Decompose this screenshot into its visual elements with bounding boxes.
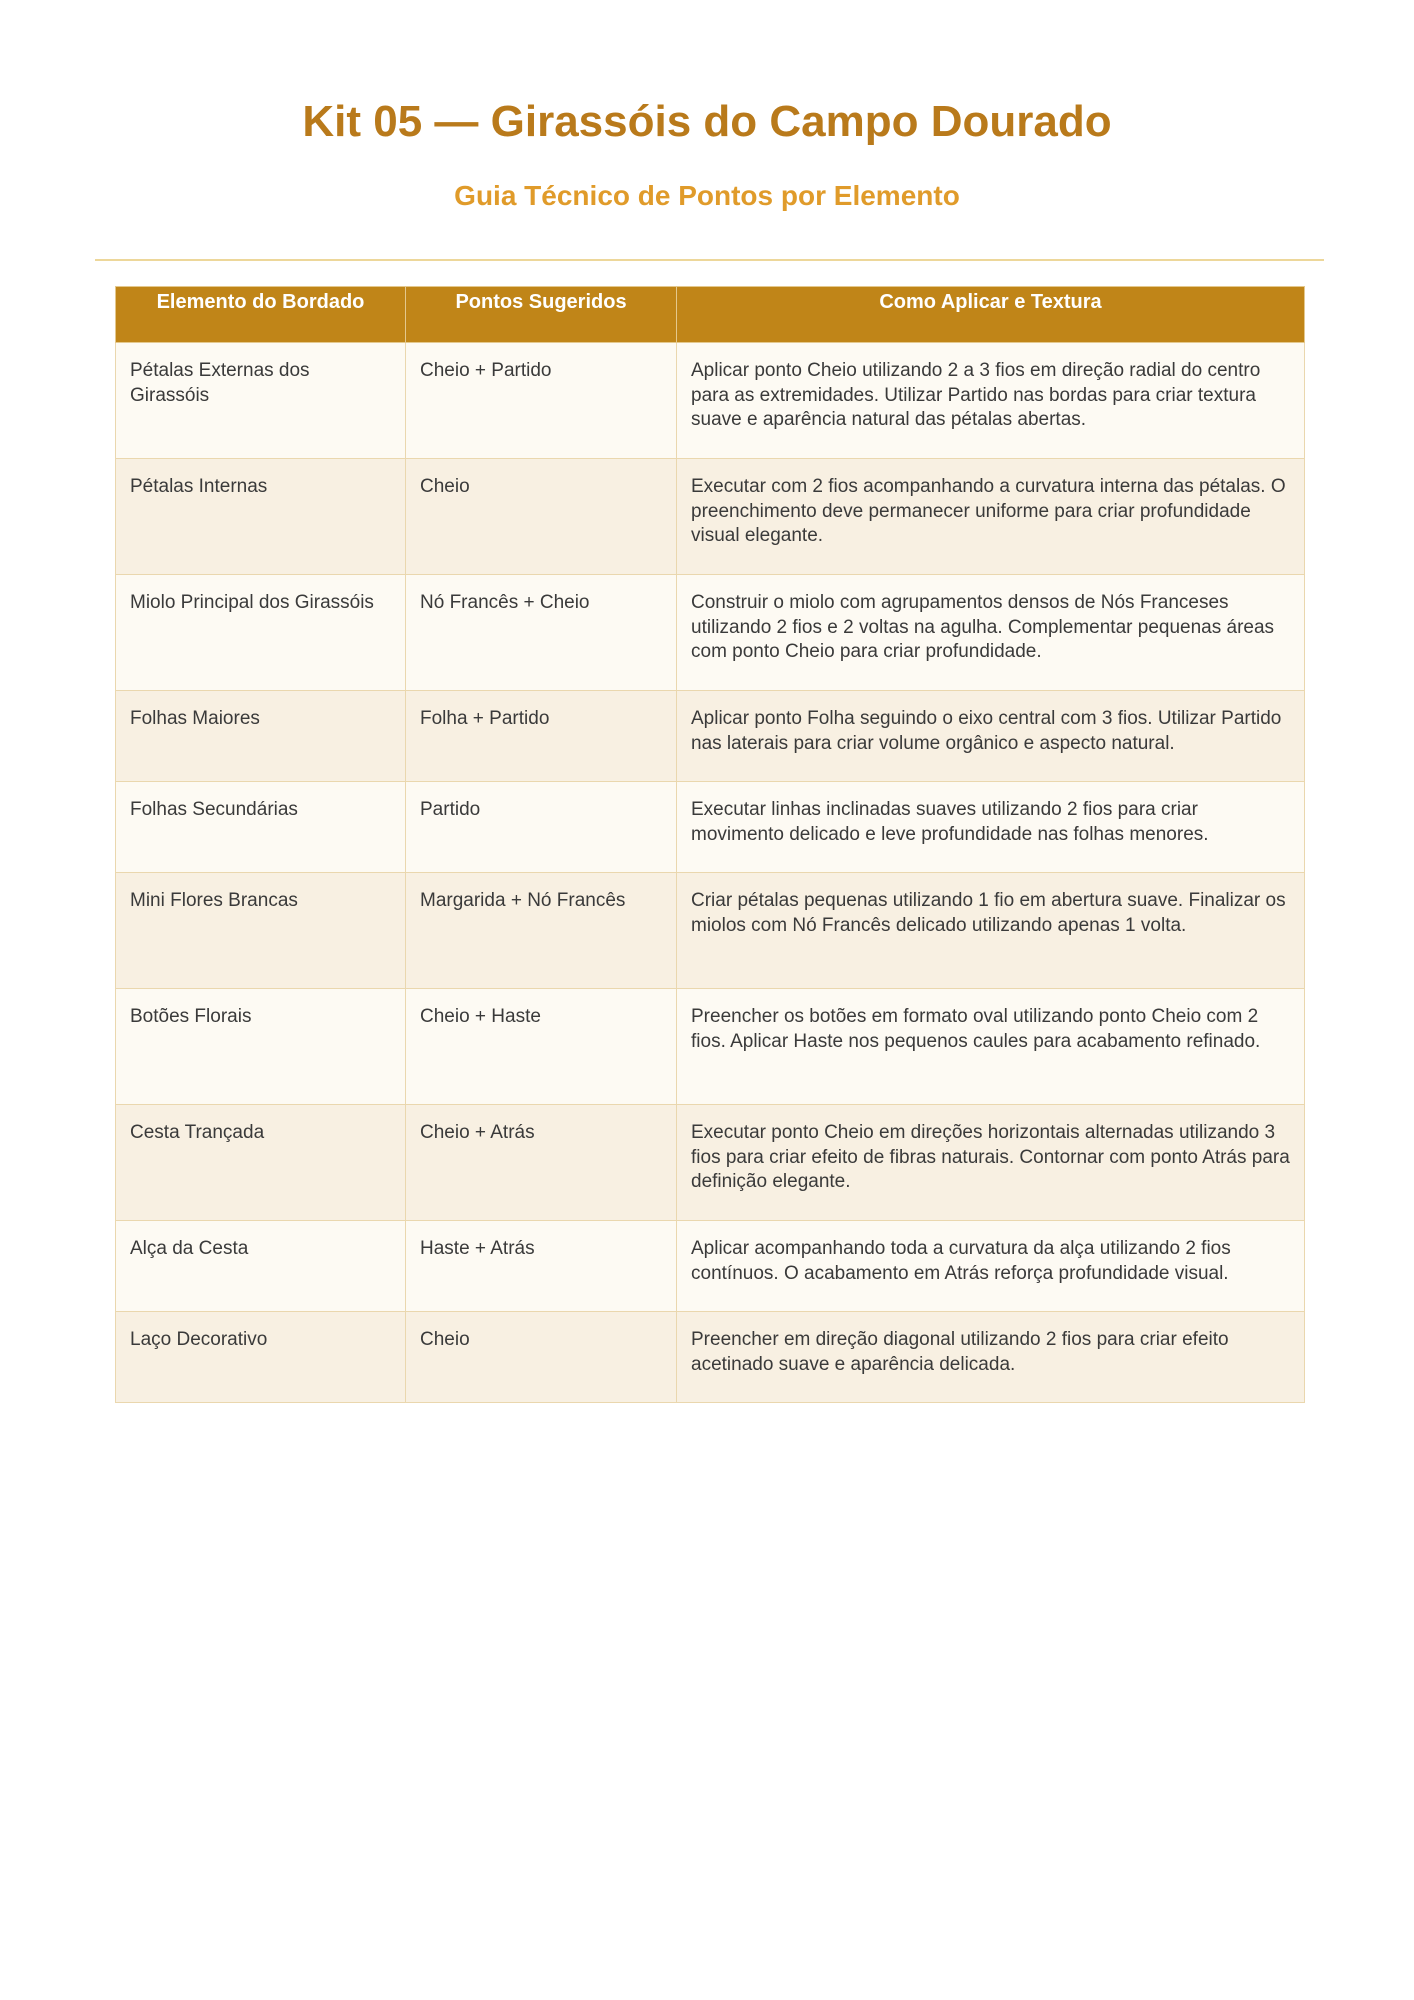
cell-elemento: Folhas Maiores bbox=[116, 691, 406, 782]
cell-aplicacao: Executar linhas inclinadas suaves utilizando 2 fios para criar movimento delicado e leve profundidade nas folhas menores. bbox=[677, 782, 1305, 873]
table-row bbox=[116, 691, 1305, 782]
cell-pontos: Cheio bbox=[406, 1312, 677, 1403]
cell-elemento: Botões Florais bbox=[116, 989, 406, 1105]
cell-pontos: Cheio + Partido bbox=[406, 343, 677, 459]
cell-pontos: Cheio bbox=[406, 459, 677, 575]
table-row bbox=[116, 1221, 1305, 1312]
cell-elemento: Pétalas Externas dos Girassóis bbox=[116, 343, 406, 459]
cell-aplicacao: Preencher em direção diagonal utilizando 2 fios para criar efeito acetinado suave e aparência delicada. bbox=[677, 1312, 1305, 1403]
cell-aplicacao: Aplicar ponto Folha seguindo o eixo central com 3 fios. Utilizar Partido nas laterais para criar volume orgânico e aspecto natural. bbox=[677, 691, 1305, 782]
cell-pontos: Haste + Atrás bbox=[406, 1221, 677, 1312]
table-row bbox=[116, 343, 1305, 459]
cell-aplicacao: Preencher os botões em formato oval utilizando ponto Cheio com 2 fios. Aplicar Haste nos pequenos caules para acabamento refinado. bbox=[677, 989, 1305, 1105]
title-divider bbox=[95, 259, 1324, 261]
table-row bbox=[116, 1105, 1305, 1221]
stitch-guide-table bbox=[115, 286, 1305, 1403]
page-title: Kit 05 — Girassóis do Campo Dourado bbox=[302, 97, 1112, 146]
cell-aplicacao: Aplicar ponto Cheio utilizando 2 a 3 fios em direção radial do centro para as extremidades. Utilizar Partido nas bordas para criar textura suave e aparência natural das pétalas abertas. bbox=[677, 343, 1305, 459]
cell-elemento: Cesta Trançada bbox=[116, 1105, 406, 1221]
column-header-aplicacao: Como Aplicar e Textura bbox=[677, 287, 1305, 343]
table-row bbox=[116, 459, 1305, 575]
column-header-elemento: Elemento do Bordado bbox=[116, 287, 406, 343]
cell-aplicacao: Aplicar acompanhando toda a curvatura da alça utilizando 2 fios contínuos. O acabamento em Atrás reforça profundidade visual. bbox=[677, 1221, 1305, 1312]
cell-aplicacao: Criar pétalas pequenas utilizando 1 fio em abertura suave. Finalizar os miolos com Nó Francês delicado utilizando apenas 1 volta. bbox=[677, 873, 1305, 989]
table-row bbox=[116, 873, 1305, 989]
table-header-row bbox=[116, 287, 1305, 343]
cell-elemento: Laço Decorativo bbox=[116, 1312, 406, 1403]
cell-elemento: Pétalas Internas bbox=[116, 459, 406, 575]
cell-pontos: Folha + Partido bbox=[406, 691, 677, 782]
cell-aplicacao: Executar ponto Cheio em direções horizontais alternadas utilizando 3 fios para criar efeito de fibras naturais. Contornar com ponto Atrás para definição elegante. bbox=[677, 1105, 1305, 1221]
table-row bbox=[116, 575, 1305, 691]
cell-elemento: Folhas Secundárias bbox=[116, 782, 406, 873]
table-row bbox=[116, 782, 1305, 873]
cell-aplicacao: Executar com 2 fios acompanhando a curvatura interna das pétalas. O preenchimento deve permanecer uniforme para criar profundidade visual elegante. bbox=[677, 459, 1305, 575]
cell-pontos: Margarida + Nó Francês bbox=[406, 873, 677, 989]
cell-pontos: Cheio + Haste bbox=[406, 989, 677, 1105]
page-subtitle: Guia Técnico de Pontos por Elemento bbox=[454, 180, 960, 211]
table-row bbox=[116, 1312, 1305, 1403]
cell-elemento: Alça da Cesta bbox=[116, 1221, 406, 1312]
cell-aplicacao: Construir o miolo com agrupamentos densos de Nós Franceses utilizando 2 fios e 2 voltas na agulha. Complementar pequenas áreas com ponto Cheio para criar profundidade. bbox=[677, 575, 1305, 691]
column-header-pontos: Pontos Sugeridos bbox=[406, 287, 677, 343]
table-row bbox=[116, 989, 1305, 1105]
cell-pontos: Nó Francês + Cheio bbox=[406, 575, 677, 691]
cell-pontos: Partido bbox=[406, 782, 677, 873]
cell-elemento: Mini Flores Brancas bbox=[116, 873, 406, 989]
cell-elemento: Miolo Principal dos Girassóis bbox=[116, 575, 406, 691]
cell-pontos: Cheio + Atrás bbox=[406, 1105, 677, 1221]
